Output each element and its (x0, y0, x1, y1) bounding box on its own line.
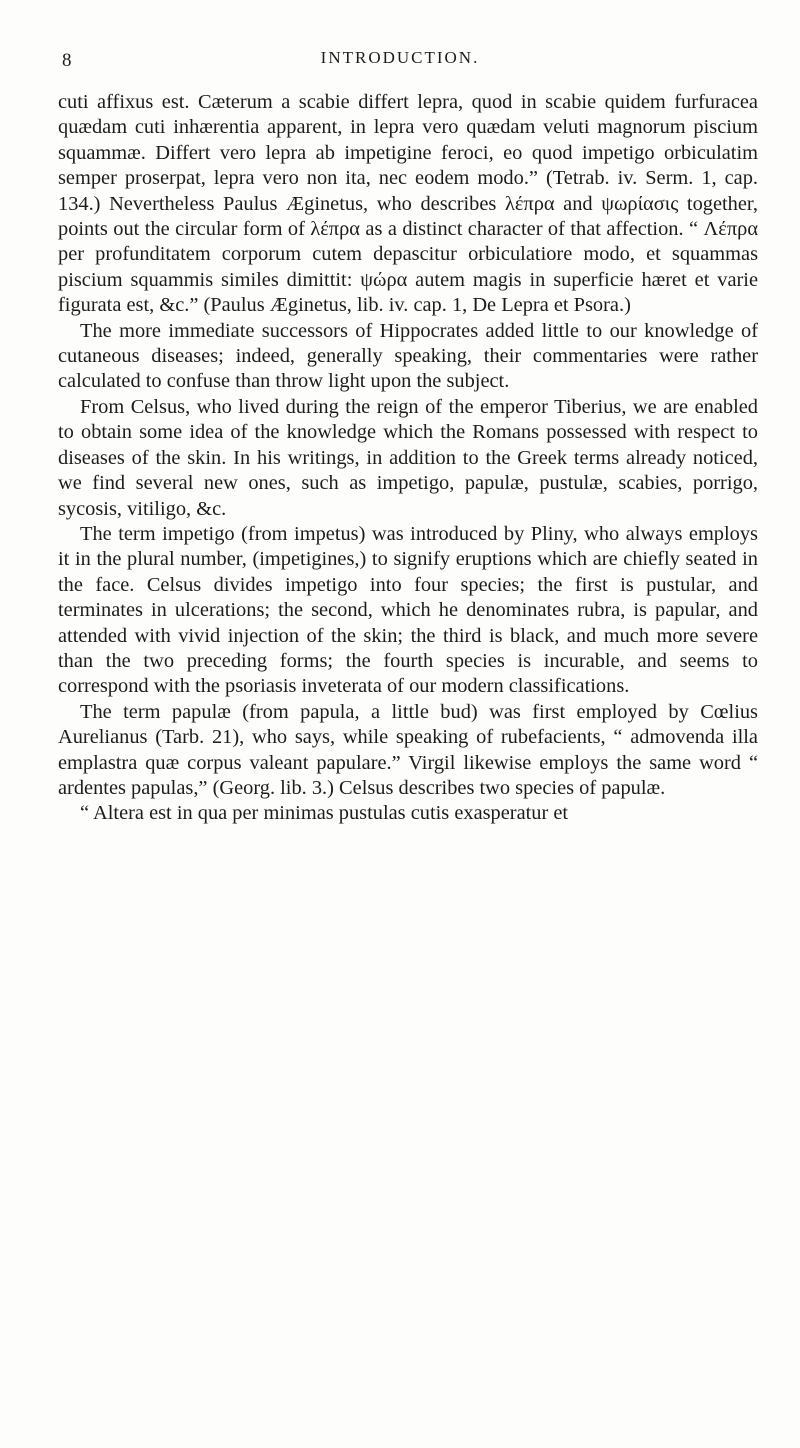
paragraph-6: “ Altera est in qua per minimas pustulas cutis exasperatur et (80, 802, 569, 825)
paragraph-4: The term impetigo (from impetus) was introduced by Pliny, who always employs it in the plural number, (impetigines,) to signify eruptions which are chiefly seated in the face. Celsus divides impetigo into four species; the first is pustular, and terminates in ulcerations; the second, which he denominates rubra, is papular, and attended with vivid injection of the skin; the third is black, and much more severe than the two preceding forms; the fourth species is incurable, and seems to correspond with the psoriasis inveterata of our modern classifications. (58, 522, 758, 698)
page-number: 8 (62, 50, 72, 71)
paragraph-1: cuti affixus est. Cæterum a scabie differt lepra, quod in scabie quidem furfuracea quædam cuti inhærentia apparent, in lepra vero quædam veluti magnorum piscium squammæ. Differt vero lepra ab impetigine feroci, eo quod impetigo orbiculatim semper proserpat, lepra vero non ita, nec eodem modo.” (Tetrab. iv. Serm. 1, cap. 134.) Nevertheless Paulus Æginetus, who describes λέπρα and ψωρίασις together, points out the circular form of λέπρα as a distinct character of that affection. “ Λέπρα per profunditatem corporum cutem depascitur orbiculatiore modo, et squammas piscium squammis similes dimittit: ψώρα autem magis in superficie hæret et varie figurata est, &c.” (Paulus Æginetus, lib. iv. cap. 1, De Lepra et Psora.) (58, 91, 758, 317)
running-title: INTRODUCTION. (320, 48, 480, 67)
paragraph-5: The term papulæ (from papula, a little bud) was first employed by Cœlius Aurelianus (Tarb. 21), who says, while speaking of rubefacients, “ admovenda illa emplastra quæ corpus valeant papulare.” Virgil likewise employs the same word “ ardentes papulas,” (Georg. lib. 3.) Celsus describes two species of papulæ. (58, 700, 758, 799)
body-text (58, 90, 758, 827)
paragraph-2: The more immediate successors of Hippocrates added little to our knowledge of cutaneous diseases; indeed, generally speaking, their commentaries were rather calculated to confuse than throw light upon the subject. (58, 319, 758, 393)
paragraph-3: From Celsus, who lived during the reign of the emperor Tiberius, we are enabled to obtain some idea of the knowledge which the Romans possessed with respect to diseases of the skin. In his writings, in addition to the Greek terms already noticed, we find several new ones, such as impetigo, papulæ, pustulæ, scabies, porrigo, sycosis, vitiligo, &c. (58, 395, 758, 520)
